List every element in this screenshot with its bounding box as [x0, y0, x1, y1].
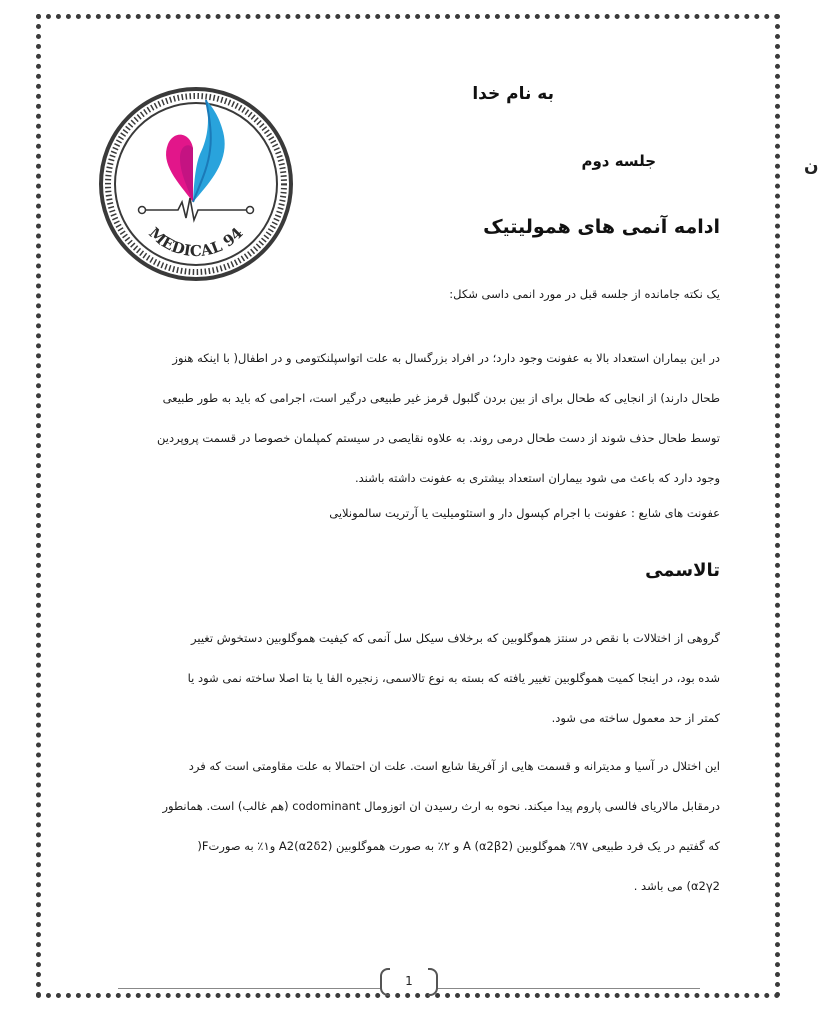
paragraph-line: در این بیماران استعداد بالا به عفونت وجود دارد؛ در افراد بزرگسال به علت اتواسپلنکتومی و در اطفال( با اینکه هنوز — [172, 351, 720, 365]
infection-paragraph — [90, 338, 720, 498]
bracket-right-icon — [428, 968, 438, 996]
paragraph-line: عفونت های شایع : عفونت با اجرام کپسول دار و استئومیلیت یا آرتریت سالمونلایی — [329, 506, 720, 520]
thalassemia-definition-paragraph — [90, 618, 720, 738]
heart-pin-icon — [166, 100, 225, 202]
thalassemia-epidemiology-paragraph — [90, 746, 720, 906]
logo-text: MEDICAL 94 — [145, 223, 247, 260]
page-number: 1 — [405, 974, 413, 988]
paragraph-line: شده بود، در اینجا کمیت هموگلوبین تغییر یافته که بسته به نوع تالاسمی، زنجیره الفا یا بتا اصلا ساخته نمی شود یا — [187, 671, 720, 685]
paragraph-line: وجود دارد که باعث می شود بیماران استعداد بیشتری به عفونت داشته باشند. — [354, 471, 720, 485]
note-line: یک نکته جامانده از جلسه قبل در مورد انمی داسی شکل: — [449, 287, 720, 301]
note-paragraph — [90, 287, 720, 301]
paragraph-line: که گفتیم در یک فرد طبیعی ۹۷٪ هموگلوبین A (α2β2) و ۲٪ به صورت هموگلوبین A2(α2δ2) و۱٪ به صورتF( — [197, 839, 720, 853]
medical94-logo — [96, 84, 296, 284]
ekg-line-icon — [139, 198, 254, 220]
common-infections-paragraph — [90, 506, 720, 520]
footer-rule-right — [438, 988, 700, 989]
edge-text-fragment: ن — [804, 156, 819, 176]
paragraph-line: α2γ2) می باشد . — [633, 879, 720, 893]
paragraph-line: کمتر از حد معمول ساخته می شود. — [551, 711, 720, 725]
thalassemia-heading: تالاسمی — [645, 560, 720, 581]
paragraph-line: طحال دارند) از انجایی که طحال برای از بین بردن گلبول قرمز غیر طبیعی درگیر است، اجرامی که باید به طور طبیعی — [162, 391, 720, 405]
bismillah-heading: به نام خدا — [472, 84, 554, 104]
paragraph-line: درمقابل مالاریای فالسی پاروم پیدا میکند. نحوه به ارث رسیدن ان اتوزومال codominant (هم غالب) است. همانطور — [162, 799, 720, 813]
paragraph-line: گروهی از اختلالات با نقص در سنتز هموگلوبین که برخلاف سیکل سل آنمی که کیفیت هموگلوبین دستخوش تغییر — [191, 631, 720, 645]
page-number-box — [380, 968, 438, 998]
section-title: ادامه آنمی های همولیتیک — [483, 216, 720, 238]
session-heading: جلسه دوم — [581, 152, 656, 170]
paragraph-line: این اختلال در آسیا و مدیترانه و قسمت هایی از آفریقا شایع است. علت ان احتمالا به علت مقاومتی است که فرد — [188, 759, 720, 773]
paragraph-line: توسط طحال حذف شوند از دست طحال درمی روند. به علاوه نقایصی در سیستم کمپلمان خصوصا در قسمت پروپردین — [157, 431, 720, 445]
footer-rule-left — [118, 988, 380, 989]
